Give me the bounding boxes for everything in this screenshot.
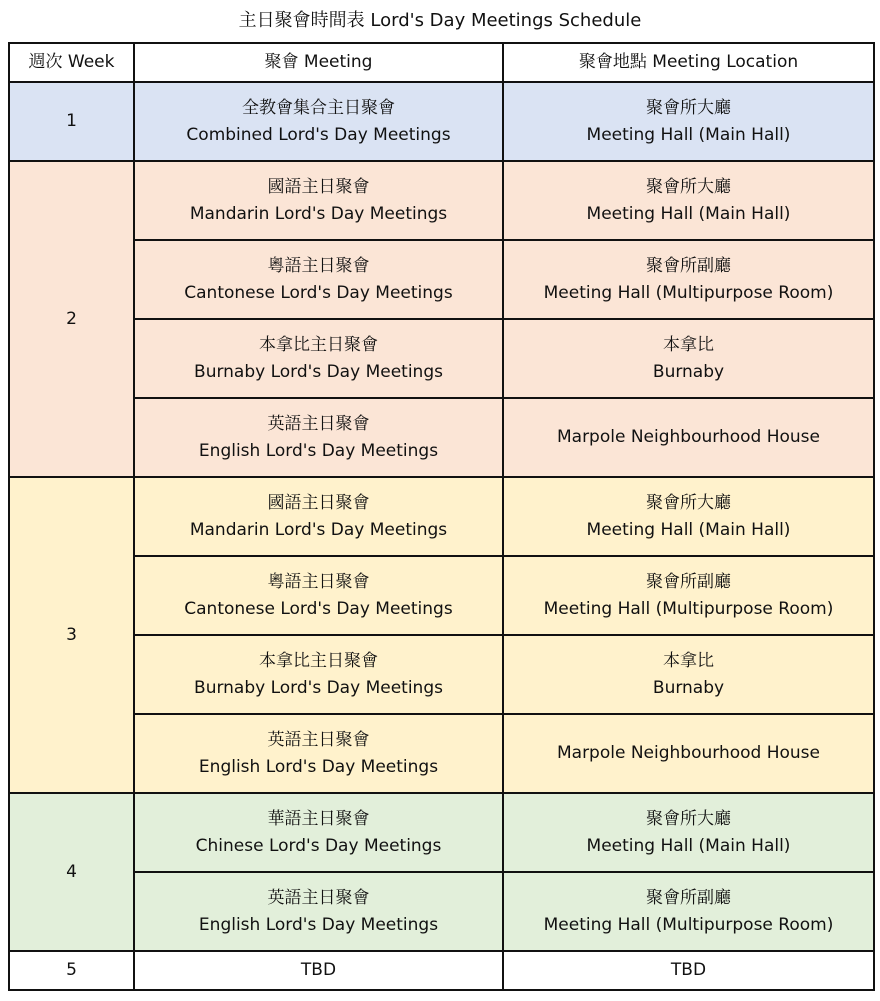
- meeting-name-zh: 本拿比主日聚會: [259, 334, 378, 355]
- location-name-en: Meeting Hall (Multipurpose Room): [543, 282, 834, 303]
- week-number-cell: 1: [9, 82, 134, 161]
- meeting-name-en: English Lord's Day Meetings: [198, 440, 439, 461]
- location-cell: [503, 714, 874, 793]
- table-row: [9, 398, 874, 477]
- meeting-cell: [134, 477, 503, 556]
- page-title: 主日聚會時間表 Lord's Day Meetings Schedule: [238, 10, 642, 31]
- location-name-zh: 聚會所副廳: [646, 887, 731, 908]
- table-row: [9, 477, 874, 556]
- location-cell: [503, 556, 874, 635]
- meeting-name-en: English Lord's Day Meetings: [198, 756, 439, 777]
- schedule-body: [9, 82, 874, 990]
- table-row: [9, 240, 874, 319]
- meeting-name-en: Mandarin Lord's Day Meetings: [189, 519, 448, 540]
- table-row: [9, 556, 874, 635]
- location-cell: [503, 477, 874, 556]
- location-name-zh: 聚會所大廳: [646, 176, 731, 197]
- location-name-en: Meeting Hall (Multipurpose Room): [543, 914, 834, 935]
- location-name-zh: 本拿比: [663, 650, 714, 671]
- location-name-zh: 聚會所大廳: [646, 808, 731, 829]
- meeting-name-en: Cantonese Lord's Day Meetings: [184, 598, 453, 619]
- location-cell: [503, 319, 874, 398]
- week-number-cell: 3: [9, 477, 134, 793]
- meeting-cell: [134, 161, 503, 240]
- week-number-cell: 2: [9, 161, 134, 477]
- location-cell: [503, 161, 874, 240]
- location-name-en: Meeting Hall (Main Hall): [586, 203, 791, 224]
- location-name-en: Meeting Hall (Main Hall): [586, 835, 791, 856]
- meeting-cell: [134, 398, 503, 477]
- meeting-name-zh: 英語主日聚會: [267, 413, 370, 434]
- week-number-cell: 5: [9, 951, 134, 990]
- table-row: [9, 82, 874, 161]
- meeting-name-zh: 華語主日聚會: [267, 808, 370, 829]
- location-name-zh: 聚會所副廳: [646, 571, 731, 592]
- meeting-name-en: Chinese Lord's Day Meetings: [195, 835, 442, 856]
- location-cell: [503, 872, 874, 951]
- meeting-name-en: TBD: [300, 960, 337, 980]
- location-cell: [503, 793, 874, 872]
- location-name-en: Meeting Hall (Main Hall): [586, 124, 791, 145]
- location-name-en: Burnaby: [652, 677, 725, 698]
- week-number-cell: 4: [9, 793, 134, 951]
- table-row: [9, 951, 874, 990]
- table-row: [9, 161, 874, 240]
- meeting-name-zh: 全教會集合主日聚會: [242, 97, 395, 118]
- meeting-name-en: Mandarin Lord's Day Meetings: [189, 203, 448, 224]
- meeting-cell: [134, 793, 503, 872]
- location-name-zh: 聚會所大廳: [646, 97, 731, 118]
- location-name-en: Meeting Hall (Main Hall): [586, 519, 791, 540]
- location-name-en: Burnaby: [652, 361, 725, 382]
- table-row: [9, 793, 874, 872]
- meeting-name-zh: 國語主日聚會: [267, 492, 370, 513]
- meeting-name-zh: 本拿比主日聚會: [259, 650, 378, 671]
- meeting-cell: [134, 240, 503, 319]
- meeting-cell: [134, 872, 503, 951]
- meeting-cell: [134, 82, 503, 161]
- table-row: [9, 714, 874, 793]
- meeting-cell: [134, 556, 503, 635]
- meeting-name-zh: 英語主日聚會: [267, 729, 370, 750]
- meeting-name-en: English Lord's Day Meetings: [198, 914, 439, 935]
- schedule-table: [8, 42, 875, 991]
- header-week: 週次 Week: [9, 43, 134, 82]
- location-cell: [503, 398, 874, 477]
- location-cell: [503, 82, 874, 161]
- meeting-cell: [134, 635, 503, 714]
- table-header-row: [9, 43, 874, 82]
- meeting-name-zh: 粵語主日聚會: [267, 571, 370, 592]
- meeting-name-zh: 國語主日聚會: [267, 176, 370, 197]
- location-cell: [503, 635, 874, 714]
- meeting-name-zh: 粵語主日聚會: [267, 255, 370, 276]
- header-meeting: 聚會 Meeting: [134, 43, 503, 82]
- meeting-name-en: Burnaby Lord's Day Meetings: [194, 361, 443, 382]
- meeting-name-zh: 英語主日聚會: [267, 887, 370, 908]
- meeting-cell: [134, 319, 503, 398]
- meeting-name-en: Burnaby Lord's Day Meetings: [194, 677, 443, 698]
- table-row: [9, 635, 874, 714]
- meeting-cell: [134, 714, 503, 793]
- header-location: 聚會地點 Meeting Location: [503, 43, 874, 82]
- meeting-cell: [134, 951, 503, 990]
- location-name-en: TBD: [670, 960, 707, 980]
- table-row: [9, 319, 874, 398]
- location-name-en: Marpole Neighbourhood House: [556, 427, 821, 447]
- location-name-zh: 本拿比: [663, 334, 714, 355]
- location-name-zh: 聚會所大廳: [646, 492, 731, 513]
- location-cell: [503, 240, 874, 319]
- location-name-zh: 聚會所副廳: [646, 255, 731, 276]
- meeting-name-en: Cantonese Lord's Day Meetings: [184, 282, 453, 303]
- location-name-en: Marpole Neighbourhood House: [556, 743, 821, 763]
- meeting-name-en: Combined Lord's Day Meetings: [186, 124, 451, 145]
- location-name-en: Meeting Hall (Multipurpose Room): [543, 598, 834, 619]
- table-row: [9, 872, 874, 951]
- location-cell: [503, 951, 874, 990]
